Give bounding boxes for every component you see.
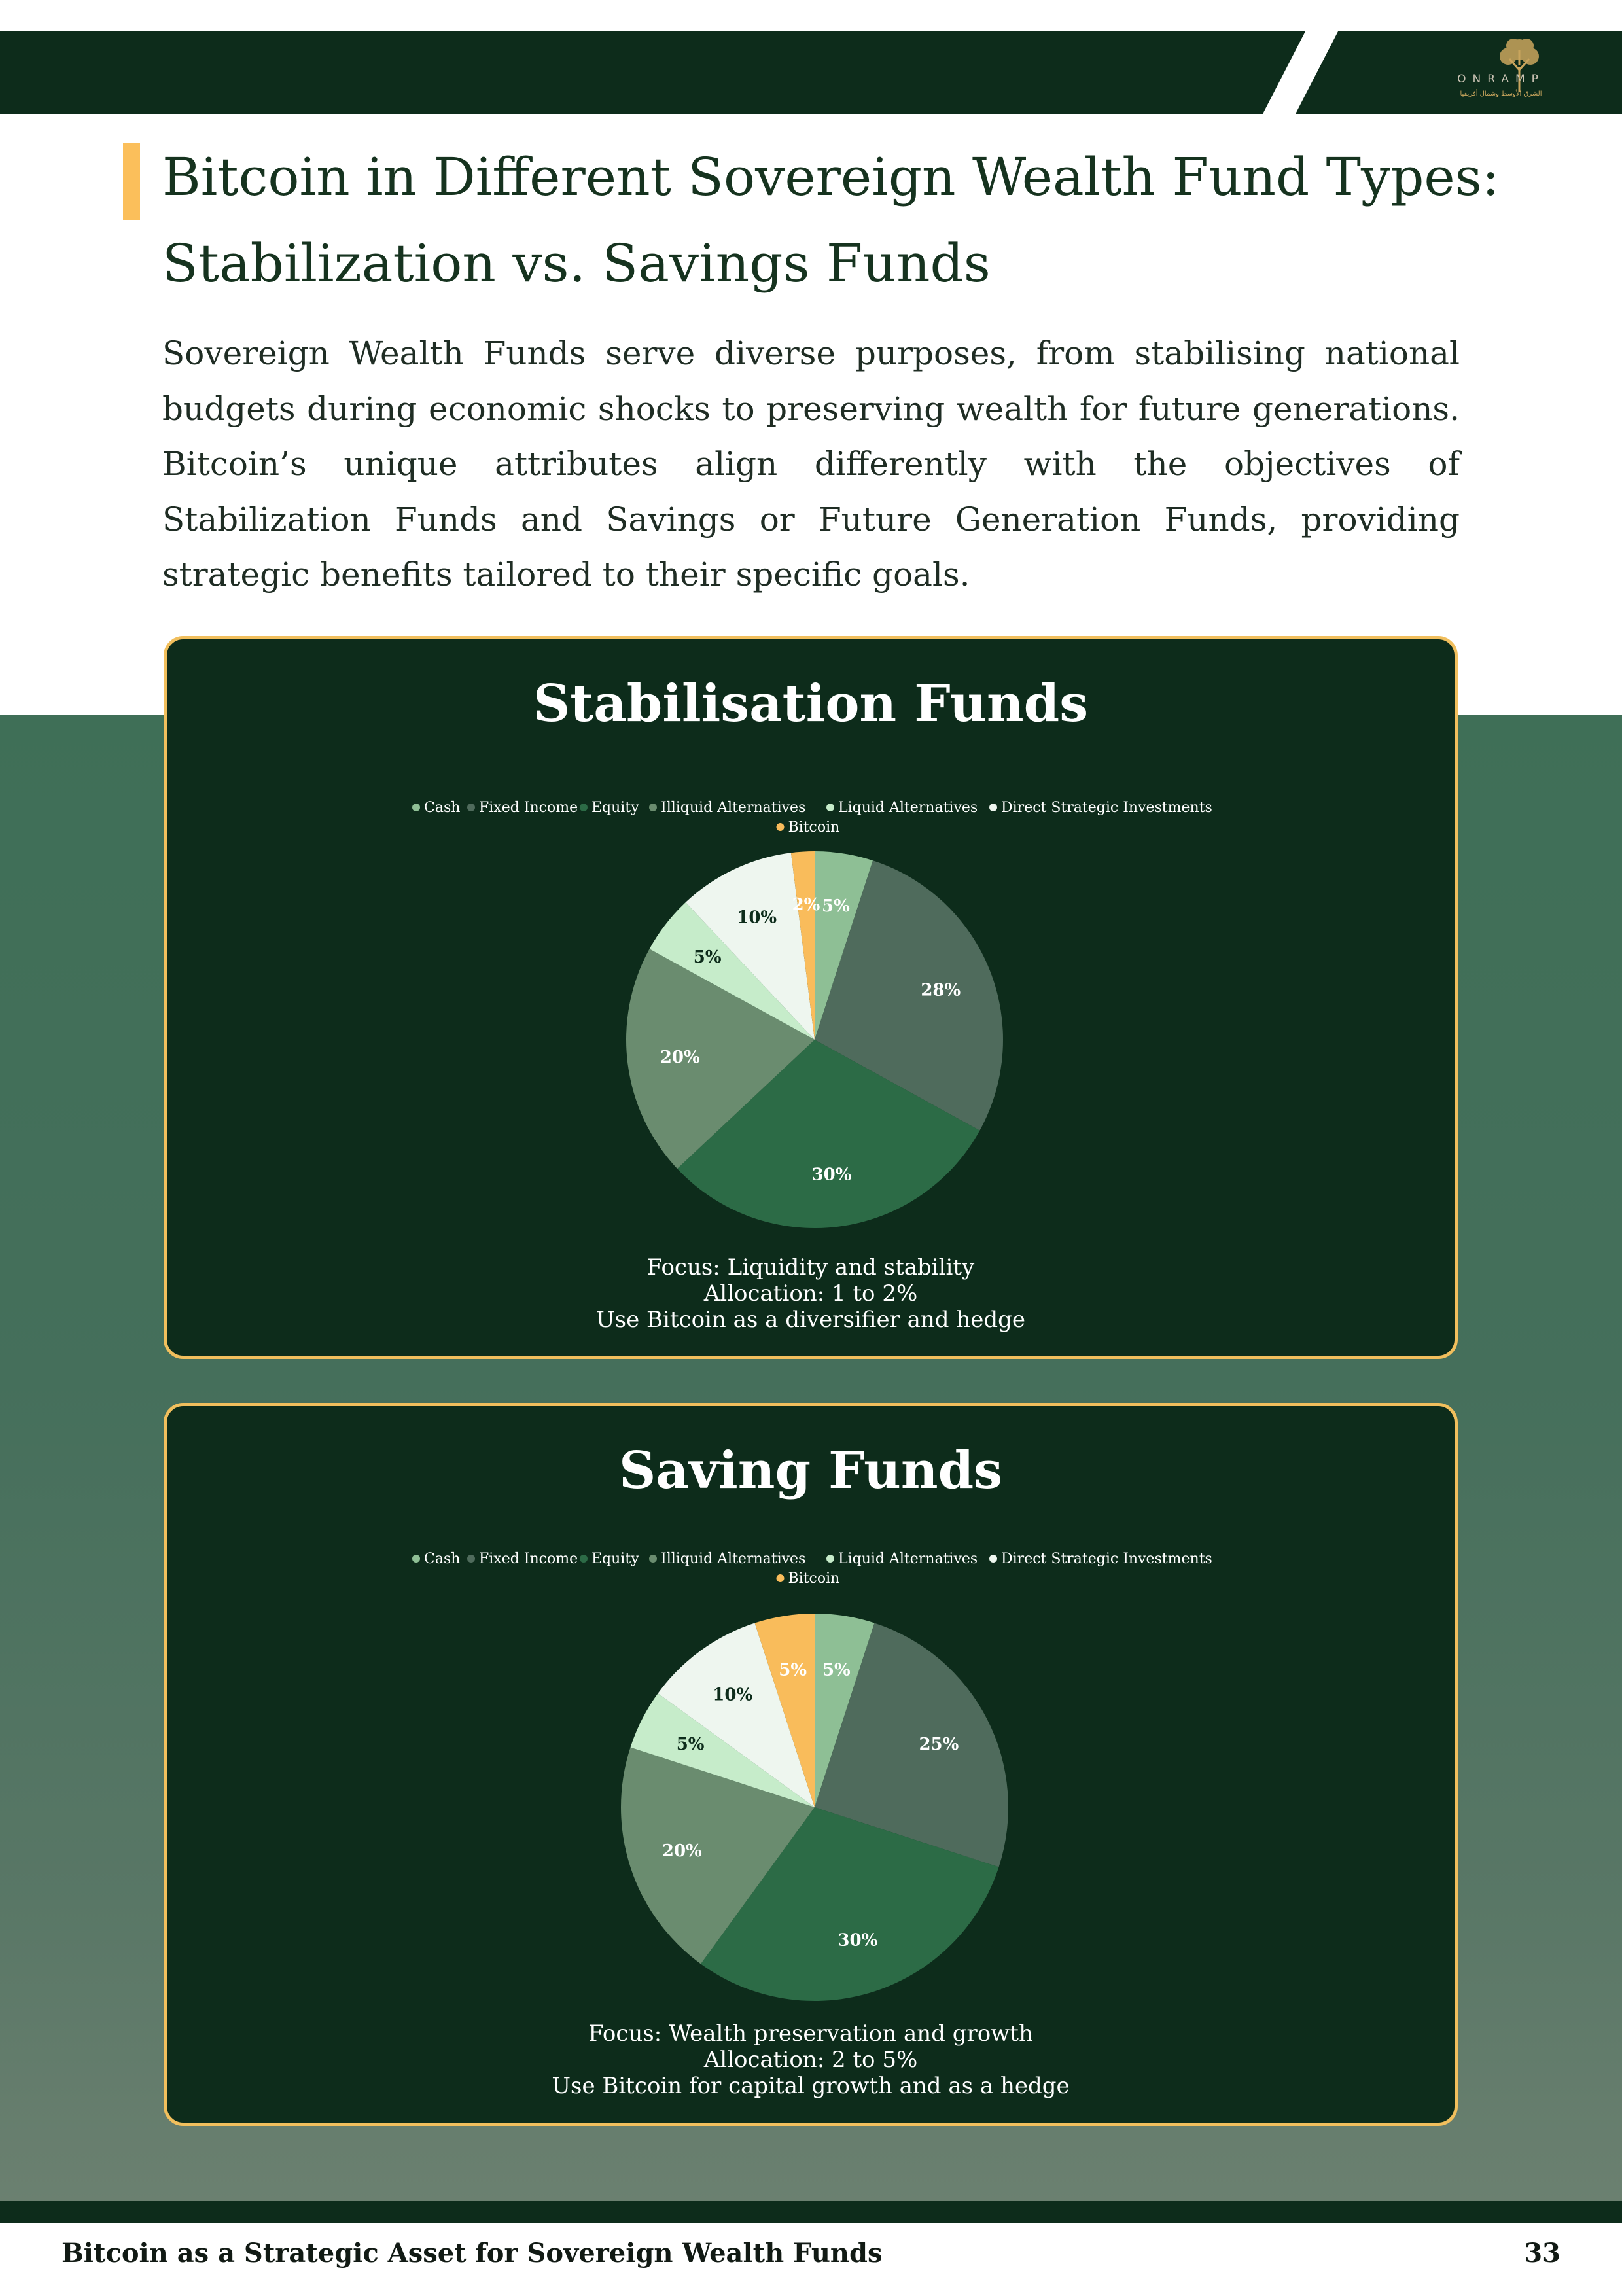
legend-swatch	[826, 1555, 834, 1563]
data-label-direct-strategic-investments: 10%	[737, 908, 777, 928]
legend-item-bitcoin	[777, 819, 840, 836]
legend-swatch	[989, 804, 997, 811]
legend-item-illiquid-alternatives	[649, 800, 805, 816]
legend-item-direct-strategic-investments	[989, 1551, 1212, 1567]
legend-label: Cash	[424, 800, 461, 816]
data-label-illiquid-alternatives: 20%	[661, 1841, 702, 1861]
card-caption	[167, 2021, 1455, 2099]
caption-focus: Focus: Wealth preservation and growth	[588, 2021, 1033, 2047]
card-caption	[167, 1254, 1455, 1333]
legend-swatch	[412, 804, 420, 811]
caption-focus: Focus: Liquidity and stability	[646, 1254, 975, 1280]
legend-swatch	[777, 1574, 785, 1582]
legend-label: Illiquid Alternatives	[661, 800, 806, 816]
data-label-fixed-income: 25%	[919, 1735, 959, 1755]
legend-item-bitcoin	[777, 1570, 840, 1587]
card-title: Saving Funds	[618, 1441, 1003, 1500]
logo-word: ONRAMP	[1457, 73, 1545, 86]
footer-title: Bitcoin as a Strategic Asset for Sovereign Wealth Funds	[62, 2238, 883, 2269]
legend-label: Liquid Alternatives	[838, 1551, 978, 1567]
legend-swatch	[580, 1555, 588, 1563]
legend-item-fixed-income	[467, 1551, 578, 1567]
caption-allocation: Allocation: 1 to 2%	[703, 1280, 918, 1307]
legend-item-liquid-alternatives	[826, 800, 978, 816]
data-label-liquid-alternatives: 5%	[693, 947, 722, 967]
legend-label: Bitcoin	[788, 819, 840, 836]
legend-label: Cash	[424, 1551, 461, 1567]
legend-label: Equity	[591, 1551, 639, 1567]
caption-use: Use Bitcoin for capital growth and as a hedge	[552, 2073, 1070, 2099]
legend-label: Equity	[591, 800, 639, 816]
legend-label: Liquid Alternatives	[838, 800, 978, 816]
legend-swatch	[649, 1555, 657, 1563]
legend-label: Bitcoin	[788, 1570, 840, 1587]
stabilisation-funds-card	[164, 636, 1458, 1359]
legend-swatch	[989, 1555, 997, 1563]
data-label-direct-strategic-investments: 10%	[713, 1685, 753, 1705]
legend-item-cash	[412, 1551, 460, 1567]
data-label-liquid-alternatives: 5%	[676, 1735, 705, 1755]
logo-tagline: الشرق الأوسط وشمال أفريقيا	[1460, 90, 1542, 97]
legend-swatch	[412, 1555, 420, 1563]
card-title: Stabilisation Funds	[533, 674, 1089, 733]
data-label-bitcoin: 5%	[779, 1660, 807, 1680]
legend-swatch	[580, 804, 588, 811]
legend-item-equity	[580, 1551, 639, 1567]
legend-label: Direct Strategic Investments	[1001, 800, 1212, 816]
page-title	[162, 134, 1536, 307]
data-label-equity: 30%	[837, 1930, 878, 1951]
legend-swatch	[826, 804, 834, 811]
stabilisation-pie-chart	[167, 639, 1455, 1356]
legend-item-equity	[580, 800, 639, 816]
legend-swatch	[649, 804, 657, 811]
legend-swatch	[467, 804, 475, 811]
data-label-cash: 5%	[822, 896, 850, 917]
data-label-illiquid-alternatives: 20%	[660, 1047, 700, 1067]
page-title-line-1: Bitcoin in Different Sovereign Wealth Fund Types:	[162, 147, 1500, 207]
legend-swatch	[467, 1555, 475, 1563]
legend-swatch	[777, 823, 785, 831]
data-label-fixed-income: 28%	[921, 980, 961, 1000]
data-label-cash: 5%	[822, 1660, 851, 1680]
legend-item-liquid-alternatives	[826, 1551, 978, 1567]
page-title-line-2: Stabilization vs. Savings Funds	[162, 233, 991, 294]
data-label-bitcoin: 2%	[792, 895, 820, 915]
data-label-equity: 30%	[811, 1165, 852, 1185]
legend-item-direct-strategic-investments	[989, 800, 1212, 816]
saving-funds-card	[164, 1403, 1458, 2126]
caption-allocation: Allocation: 2 to 5%	[703, 2047, 918, 2073]
intro-paragraph: Sovereign Wealth Funds serve diverse purposes, from stabilising national budgets during economic shocks to preserving wealth for future generations. Bitcoin’s unique attributes align differently with the objectives of Stabilization Funds and Savings or Future Generation Funds, providing strategic benefits tailored to their specific goals.	[162, 334, 1460, 593]
page-number: 33	[1524, 2238, 1560, 2269]
legend-item-fixed-income	[467, 800, 578, 816]
saving-pie-chart	[167, 1406, 1455, 2123]
legend-label: Direct Strategic Investments	[1001, 1551, 1212, 1567]
legend-label: Fixed Income	[479, 1551, 578, 1567]
footer-band	[0, 2201, 1622, 2223]
title-accent-bar	[123, 143, 140, 220]
legend-item-illiquid-alternatives	[649, 1551, 805, 1567]
legend-label: Illiquid Alternatives	[661, 1551, 806, 1567]
header-band	[0, 31, 1622, 114]
legend-item-cash	[412, 800, 460, 816]
legend-label: Fixed Income	[479, 800, 578, 816]
caption-use: Use Bitcoin as a diversifier and hedge	[595, 1307, 1026, 1333]
